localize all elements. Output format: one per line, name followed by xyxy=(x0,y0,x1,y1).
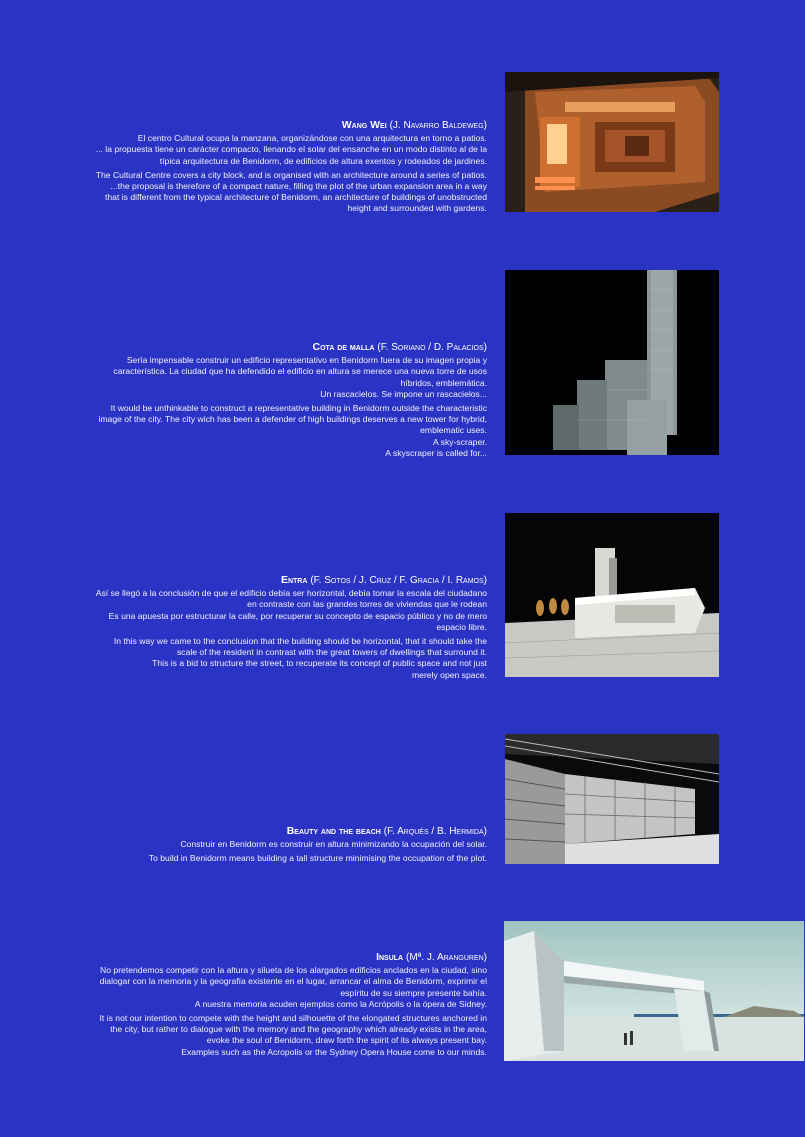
tower-model-photo xyxy=(505,270,719,455)
horizontal-model-photo xyxy=(505,513,719,677)
title-credit: (F. Arqués / B. Hermida) xyxy=(383,826,487,837)
english-paragraph: In this way we came to the conclusion that the building should be horizontal, that it should take the scale of the resident in contrast with the great towers of dwellings that surround it. This is a bid to structure the street, to recuperate its concept of public space and not just merely open space. xyxy=(113,636,487,680)
entry-insula-text xyxy=(60,952,487,1061)
entry-title xyxy=(60,575,487,586)
entry-title xyxy=(60,952,487,963)
english-paragraph: To build in Benidorm means building a tall structure minimising the occupation of the plot. xyxy=(148,853,487,864)
title-credit: (F. Soriano / D. Palacios) xyxy=(377,342,487,353)
spanish-paragraph: No pretendemos competir con la altura y silueta de los alargados edificios anclados en la ciudad, sino dialogar con la memoria y la geografía existente en el lugar, arrancar el alma de Benidorm, exprimir el espíritu de su siempre presente bahía. A nuestra memoria acuden ejemplos como la Acrópolis o la ópera de Sidney. xyxy=(99,965,487,1009)
entry-entra-text xyxy=(60,575,487,684)
title-credit: (J. Navarro Baldeweg) xyxy=(389,120,487,131)
bridge-render-photo xyxy=(504,921,804,1061)
english-paragraph: It is not our intention to compete with the height and silhouette of the elongated structures anchored in the city, but rather to dialogue with the memory and the geography which already exists in the area, evoke the soul of Benidorm, draw forth the spirit of its always present bay. Examples such as the Acropolis or the Sydney Opera House come to our minds. xyxy=(99,1013,487,1057)
entry-title xyxy=(60,120,487,131)
title-name: Beauty and the beach xyxy=(286,825,381,837)
entry-title xyxy=(60,342,487,353)
spanish-paragraph: Así se llegó a la conclusión de que el edificio debía ser horizontal, debía tomar la escala del ciudadano en contraste con las grandes torres de viviendas que le rodean Es una apuesta por estructurar la calle, por recuperar su concepto de espacio público y no de mero espacio libre. xyxy=(95,588,487,632)
spanish-paragraph: El centro Cultural ocupa la manzana, organizándose con una arquitectura en torno a patios. ... la propuesta tiene un carácter compacto, llenando el solar del ensanche en un modo distinto al de la típica arquitectura de Benidorm, de edificios de altura exentos y rodeados de jardines. xyxy=(95,133,487,166)
title-credit: (Mª. J. Aranguren) xyxy=(406,952,487,963)
entry-cota-de-malla-text xyxy=(60,342,487,462)
english-paragraph: It would be unthinkable to construct a representative building in Benidorm outside the characteristic image of the city. The city wich has been a defender of high buildings deserves a new tower for hybrid, emblematic uses. A sky-scraper. A skyscraper is called for... xyxy=(98,403,487,458)
orange-model-photo xyxy=(505,72,719,212)
title-name: Entra xyxy=(280,574,308,586)
entry-beauty-and-the-beach-text xyxy=(60,826,487,868)
entry-wang-wei-text xyxy=(60,120,487,218)
english-paragraph: The Cultural Centre covers a city block, and is organised with an architecture around a series of patios. ...the proposal is therefore of a compact nature, filling the plot of the urban expansion area in a way that is different from the typical architecture of Benidorm, an architecture of buildings of unobstructed height and surrounded with gardens. xyxy=(95,169,487,214)
spanish-paragraph: Sería impensable construir un edificio representativo en Benidorm fuera de su imagen propia y característica. La ciudad que ha defendido el edificio en altura se merece una nueva torre de usos híbridos, emblemática. Un rascacielos. Se impone un rascacielos... xyxy=(113,355,487,399)
title-name: Cota de malla xyxy=(312,341,375,353)
title-name: Insula xyxy=(376,951,404,963)
entry-title xyxy=(60,826,487,837)
title-name: Wang Wei xyxy=(341,119,387,131)
bw-structure-model-photo xyxy=(505,734,719,864)
title-credit: (F. Sotos / J. Cruz / F. Gracia / I. Ramos) xyxy=(310,575,487,586)
spanish-paragraph: Construir en Benidorm es construir en altura minimizando la ocupación del solar. xyxy=(180,839,487,850)
